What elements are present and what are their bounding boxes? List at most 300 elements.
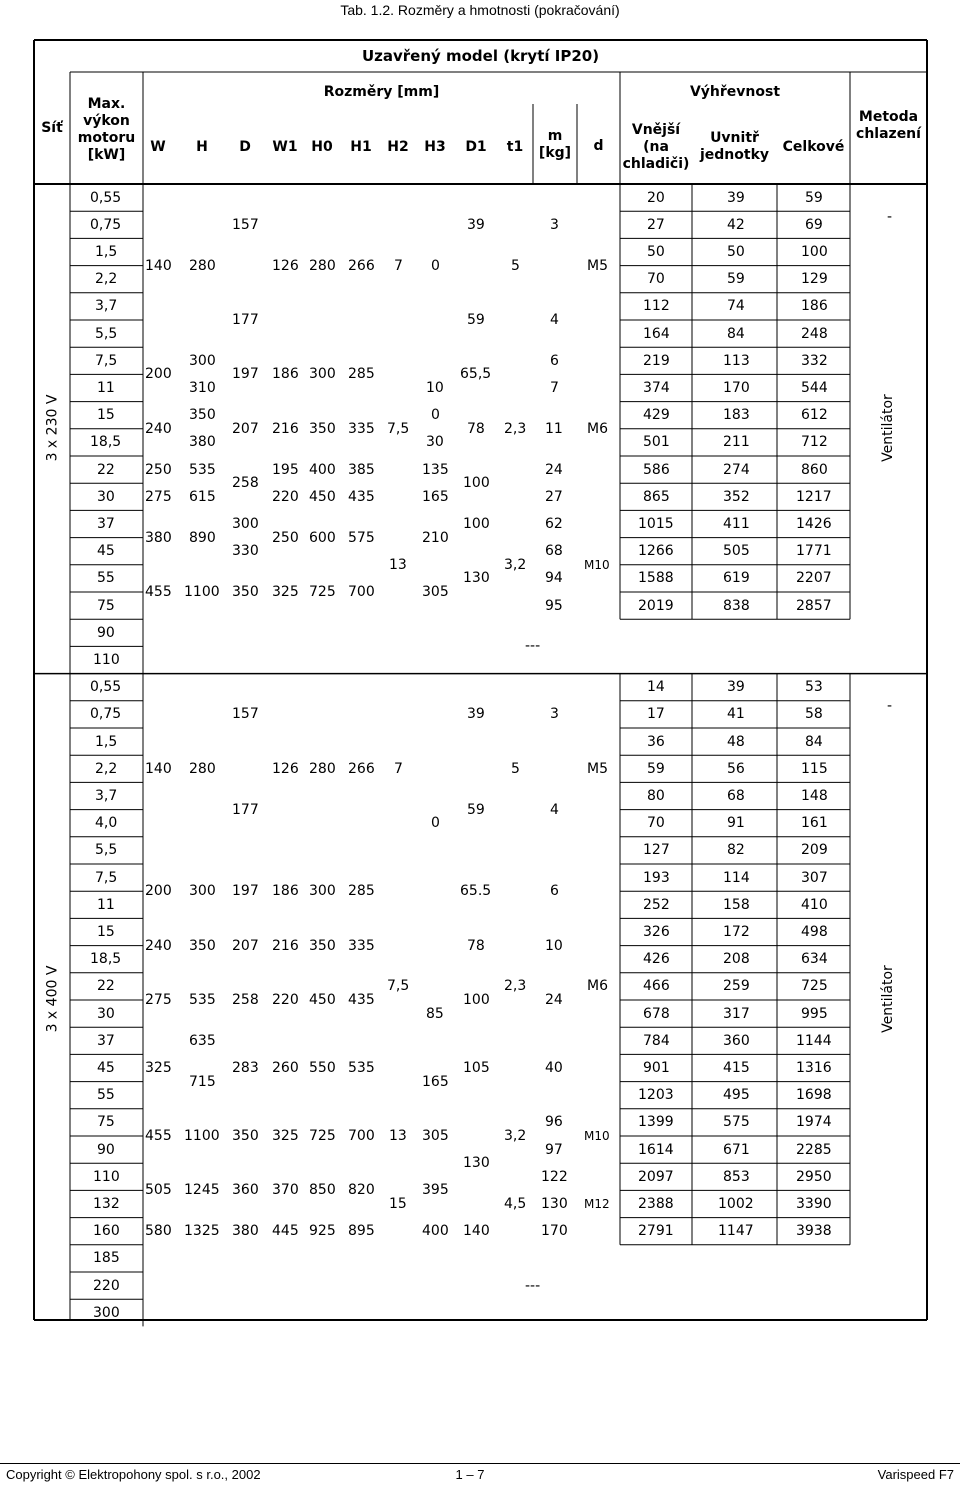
dim-cell-d: 177 [232, 312, 259, 328]
dim-cell-m: 40 [545, 1060, 563, 1076]
heat-total-cell: 1144 [796, 1032, 832, 1049]
header-col-w: W [150, 138, 166, 155]
dim-cell-w1: 260 [272, 1060, 299, 1076]
heat-total-cell: 58 [805, 706, 823, 723]
network-label: 3 x 230 V [43, 394, 60, 462]
dim-cell-h1: 535 [348, 1060, 375, 1076]
header-col-d: D [239, 138, 251, 155]
heat-outer-cell: 1588 [638, 570, 674, 587]
dim-cell-m: 170 [541, 1223, 568, 1240]
dim-cell-d1: 100 [463, 992, 490, 1008]
dim-cell-h0: 600 [309, 529, 336, 546]
heat-outer-cell: 426 [643, 951, 670, 968]
heat-total-cell: 712 [801, 434, 828, 451]
dim-cell-w1: 445 [272, 1223, 299, 1240]
header-col-h: H [196, 138, 208, 155]
heat-total-cell: 612 [801, 407, 828, 424]
heat-inner-cell: 113 [723, 352, 750, 369]
power-cell: 37 [97, 1032, 115, 1049]
dim-cell-t1: 5 [511, 257, 520, 274]
dim-cell-h2: 13 [389, 556, 407, 573]
dim-cell-h: 300 [189, 883, 216, 900]
dim-cell-h1: 335 [348, 420, 375, 437]
dim-cell-w: 580 [145, 1223, 172, 1240]
dim-cell-w: 275 [145, 488, 172, 505]
dim-cell-h: 350 [189, 407, 216, 424]
power-cell: 45 [97, 1060, 115, 1076]
dim-cell-w1: 325 [272, 1128, 299, 1144]
heat-total-cell: 1771 [796, 543, 832, 560]
dim-cell-h: 615 [189, 488, 216, 505]
power-cell: 2,2 [95, 760, 118, 777]
heat-outer-cell: 70 [647, 815, 665, 832]
dim-cell-d1: 140 [463, 1223, 490, 1240]
header-col-h2: H2 [387, 138, 409, 155]
dim-cell-h1: 895 [348, 1223, 375, 1240]
heat-total-cell: 3390 [796, 1196, 832, 1212]
dim-cell-d1: 100 [463, 516, 490, 532]
dim-cell-m: 94 [545, 570, 563, 587]
heat-inner-cell: 74 [727, 298, 745, 315]
power-cell: 18,5 [90, 951, 122, 968]
footer-copyright: Copyright © Elektropohony spol. s r.o., 2002 [6, 1467, 261, 1482]
dim-cell-d: 380 [232, 1223, 259, 1240]
power-cell: 22 [97, 978, 115, 995]
dim-cell-h: 280 [189, 257, 216, 274]
power-cell: 0,55 [90, 679, 122, 696]
dim-cell-h3: 400 [422, 1223, 449, 1240]
heat-inner-cell: 838 [723, 597, 750, 614]
heat-outer-cell: 127 [643, 842, 670, 859]
dim-cell-m: 3 [550, 216, 559, 233]
heat-outer-cell: 193 [643, 869, 670, 886]
dim-cell-d: 157 [232, 706, 259, 723]
header-dimensions-group: Rozměry [mm] [323, 83, 440, 100]
power-cell: 110 [93, 652, 120, 668]
heat-inner-cell: 39 [727, 679, 745, 696]
dim-cell-h0: 450 [309, 488, 336, 505]
dim-cell-w: 325 [145, 1060, 172, 1076]
dim-cell-w: 140 [145, 257, 172, 274]
heat-total-cell: 995 [801, 1005, 828, 1022]
dim-cell-h1: 285 [348, 366, 375, 383]
power-cell: 110 [93, 1168, 120, 1185]
dim-cell-w: 240 [145, 937, 172, 954]
dim-cell-m: 62 [545, 516, 563, 532]
dim-cell-h1: 575 [348, 529, 375, 546]
dim-cell-h3: 305 [422, 584, 449, 600]
dim-cell-d1: 65,5 [460, 366, 492, 383]
dim-cell-m: 6 [550, 352, 559, 369]
heat-outer-cell: 50 [647, 244, 665, 260]
dim-cell-d1: 105 [463, 1060, 490, 1076]
dim-cell-h1: 385 [348, 461, 375, 478]
dim-cell-d1: 59 [467, 312, 485, 328]
dim-cell-h0: 350 [309, 420, 336, 437]
header-heat-total: Celkové [782, 138, 845, 155]
dim-cell-d: M6 [587, 978, 608, 995]
heat-inner-cell: 42 [727, 216, 745, 233]
dim-cell-h0: 300 [309, 366, 336, 383]
dim-cell-m: 24 [545, 992, 563, 1008]
heat-outer-cell: 27 [647, 216, 665, 233]
dim-cell-w: 455 [145, 1128, 172, 1144]
cooling-dash: - [887, 208, 893, 225]
dim-cell-h: 310 [189, 380, 216, 396]
heat-inner-cell: 360 [723, 1032, 750, 1049]
heat-total-cell: 248 [801, 325, 828, 342]
dim-cell-h3: 0 [431, 257, 440, 274]
power-cell: 7,5 [95, 869, 118, 886]
dim-cell-h: 1100 [184, 584, 220, 600]
power-cell: 37 [97, 516, 115, 532]
dim-cell-w1: 195 [272, 461, 299, 478]
heat-inner-cell: 352 [723, 488, 750, 505]
heat-inner-cell: 68 [727, 788, 745, 804]
dim-cell-h0: 850 [309, 1182, 336, 1199]
dim-cell-h2: 7 [394, 257, 403, 274]
dim-cell-m: 95 [545, 597, 563, 614]
cooling-dash: - [887, 698, 893, 715]
dim-cell-h: 535 [189, 461, 216, 478]
dim-cell-d1: 130 [463, 1155, 490, 1172]
heat-inner-cell: 575 [723, 1114, 750, 1131]
dim-cell-h1: 435 [348, 488, 375, 505]
dim-cell-h2: 13 [389, 1128, 407, 1144]
heat-total-cell: 1698 [796, 1087, 832, 1104]
heat-total-cell: 544 [801, 380, 828, 396]
header-sit: Síť [41, 119, 63, 136]
power-cell: 55 [97, 570, 115, 587]
header-col-h1: H1 [350, 138, 372, 155]
heat-total-cell: 148 [801, 788, 828, 804]
dim-cell-w: 380 [145, 529, 172, 546]
dim-cell-h: 715 [189, 1073, 216, 1090]
heat-inner-cell: 48 [727, 733, 745, 750]
dim-cell-h1: 700 [348, 1128, 375, 1144]
dim-cell-w: 275 [145, 992, 172, 1008]
power-cell: 90 [97, 1141, 115, 1158]
power-cell: 30 [97, 488, 115, 505]
heat-total-cell: 209 [801, 842, 828, 859]
dim-cell-h: 1100 [184, 1128, 220, 1144]
heat-outer-cell: 112 [643, 298, 670, 315]
heat-total-cell: 2207 [796, 570, 832, 587]
power-cell: 75 [97, 1114, 115, 1131]
dim-cell-m: 4 [550, 312, 559, 328]
heat-total-cell: 410 [801, 896, 828, 913]
dim-cell-h0: 725 [309, 1128, 336, 1144]
dim-cell-d: 350 [232, 584, 259, 600]
heat-outer-cell: 36 [647, 733, 665, 750]
dim-cell-h: 890 [189, 529, 216, 546]
dim-cell-h2: 15 [389, 1196, 407, 1212]
dim-cell-m: 130 [541, 1196, 568, 1212]
dim-cell-h3: 135 [422, 461, 449, 478]
dim-cell-w: 140 [145, 760, 172, 777]
dim-cell-m: 11 [545, 420, 563, 437]
dim-cell-d: 207 [232, 937, 259, 954]
dim-cell-w1: 220 [272, 992, 299, 1008]
dim-cell-t1: 2,3 [504, 420, 527, 437]
heat-inner-cell: 619 [723, 570, 750, 587]
heat-outer-cell: 14 [647, 679, 665, 696]
header-col-t1: t1 [506, 138, 524, 155]
dim-cell-w1: 126 [272, 760, 299, 777]
dim-cell-w1: 250 [272, 529, 299, 546]
heat-inner-cell: 50 [727, 244, 745, 260]
heat-inner-cell: 411 [723, 516, 750, 532]
dim-cell-d1: 100 [463, 475, 490, 492]
dim-cell-w: 240 [145, 420, 172, 437]
heat-total-cell: 186 [801, 298, 828, 315]
dim-cell-t1: 4,5 [504, 1196, 527, 1212]
dim-cell-d: 197 [232, 883, 259, 900]
not-available: --- [525, 638, 541, 655]
dim-cell-h3: 305 [422, 1128, 449, 1144]
dim-cell-d: 258 [232, 992, 259, 1008]
power-cell: 22 [97, 461, 115, 478]
power-cell: 185 [93, 1250, 120, 1267]
dim-cell-m: 24 [545, 461, 563, 478]
heat-outer-cell: 1399 [638, 1114, 674, 1131]
heat-inner-cell: 853 [723, 1168, 750, 1185]
dim-cell-d1: 130 [463, 570, 490, 587]
dim-cell-t1: 3,2 [504, 1128, 527, 1144]
dim-cell-h0: 925 [309, 1223, 336, 1240]
heat-total-cell: 2857 [796, 597, 832, 614]
heat-inner-cell: 274 [723, 461, 750, 478]
heat-outer-cell: 2019 [638, 597, 674, 614]
heat-outer-cell: 219 [643, 352, 670, 369]
header-max-power: Max. výkon motoru [kW] [77, 96, 136, 163]
heat-inner-cell: 82 [727, 842, 745, 859]
dim-cell-h3: 165 [422, 488, 449, 505]
dim-cell-d: 330 [232, 543, 259, 560]
dim-cell-h1: 820 [348, 1182, 375, 1199]
power-cell: 5,5 [95, 325, 118, 342]
heat-outer-cell: 80 [647, 788, 665, 804]
heat-inner-cell: 1002 [718, 1196, 754, 1212]
dim-cell-h: 635 [189, 1032, 216, 1049]
dim-cell-w: 250 [145, 461, 172, 478]
header-heat-group: Výhřevnost [689, 83, 781, 100]
header-col-h0: H0 [311, 138, 333, 155]
heat-outer-cell: 326 [643, 924, 670, 940]
heat-total-cell: 634 [801, 951, 828, 968]
heat-inner-cell: 505 [723, 543, 750, 560]
dim-cell-t1: 5 [511, 760, 520, 777]
power-cell: 18,5 [90, 434, 122, 451]
dim-cell-h3: 210 [422, 529, 449, 546]
dim-cell-h: 380 [189, 434, 216, 451]
heat-inner-cell: 158 [723, 896, 750, 913]
heat-total-cell: 1974 [796, 1114, 832, 1131]
dim-cell-h0: 280 [309, 257, 336, 274]
dim-cell-d1: 78 [467, 420, 485, 437]
footer-page-number: 1 – 7 [455, 1467, 485, 1482]
heat-outer-cell: 501 [643, 434, 670, 451]
dim-cell-w1: 325 [272, 584, 299, 600]
dim-cell-d: M12 [584, 1197, 610, 1211]
heat-total-cell: 2950 [796, 1168, 832, 1185]
header-heat-outer: Vnější (na chladiči) [622, 121, 690, 172]
heat-total-cell: 860 [801, 461, 828, 478]
heat-outer-cell: 1266 [638, 543, 674, 560]
footer-product: Varispeed F7 [877, 1467, 954, 1482]
heat-total-cell: 69 [805, 216, 823, 233]
dim-cell-d: M10 [584, 1129, 610, 1143]
dim-cell-d1: 39 [467, 216, 485, 233]
heat-inner-cell: 39 [727, 189, 745, 206]
dim-cell-d1: 78 [467, 937, 485, 954]
heat-inner-cell: 56 [727, 760, 745, 777]
header-col-h3: H3 [424, 138, 446, 155]
power-cell: 0,55 [90, 189, 122, 206]
heat-inner-cell: 211 [723, 434, 750, 451]
dim-cell-h0: 550 [309, 1060, 336, 1076]
dim-cell-h3: 10 [426, 380, 444, 396]
heat-inner-cell: 170 [723, 380, 750, 396]
dim-cell-m: 4 [550, 801, 559, 818]
dim-cell-h0: 350 [309, 937, 336, 954]
heat-outer-cell: 901 [643, 1060, 670, 1076]
dim-cell-t1: 2,3 [504, 978, 527, 995]
heat-outer-cell: 678 [643, 1005, 670, 1022]
heat-total-cell: 59 [805, 189, 823, 206]
dim-cell-h3: 395 [422, 1182, 449, 1199]
heat-outer-cell: 466 [643, 978, 670, 995]
dim-cell-d: 157 [232, 216, 259, 233]
not-available: --- [525, 1277, 541, 1294]
dim-cell-h1: 285 [348, 883, 375, 900]
dim-cell-w1: 126 [272, 257, 299, 274]
cooling-label: Ventilátor [879, 965, 896, 1033]
heat-inner-cell: 41 [727, 706, 745, 723]
dim-cell-w: 505 [145, 1182, 172, 1199]
heat-inner-cell: 172 [723, 924, 750, 940]
power-cell: 11 [97, 380, 115, 396]
power-cell: 3,7 [95, 788, 118, 804]
dim-cell-m: 27 [545, 488, 563, 505]
heat-total-cell: 84 [805, 733, 823, 750]
heat-outer-cell: 374 [643, 380, 670, 396]
table-caption: Tab. 1.2. Rozměry a hmotnosti (pokračování) [340, 2, 620, 18]
dim-cell-h: 1245 [184, 1182, 220, 1199]
dim-cell-m: 7 [550, 380, 559, 396]
header-d: d [593, 137, 604, 154]
heat-outer-cell: 1015 [638, 516, 674, 532]
dim-cell-h: 300 [189, 352, 216, 369]
heat-outer-cell: 1203 [638, 1087, 674, 1104]
power-cell: 45 [97, 543, 115, 560]
dim-cell-m: 10 [545, 937, 563, 954]
power-cell: 15 [97, 407, 115, 424]
power-cell: 1,5 [95, 733, 118, 750]
dim-cell-d: M5 [587, 257, 608, 274]
dim-cell-w1: 186 [272, 883, 299, 900]
dim-cell-d: 300 [232, 516, 259, 532]
dim-cell-h1: 700 [348, 584, 375, 600]
heat-inner-cell: 495 [723, 1087, 750, 1104]
heat-outer-cell: 2388 [638, 1196, 674, 1212]
heat-inner-cell: 91 [727, 815, 745, 832]
dim-cell-h3: 0 [431, 407, 440, 424]
dim-cell-d: 350 [232, 1128, 259, 1144]
power-cell: 11 [97, 896, 115, 913]
heat-inner-cell: 208 [723, 951, 750, 968]
power-cell: 5,5 [95, 842, 118, 859]
heat-outer-cell: 20 [647, 189, 665, 206]
heat-total-cell: 129 [801, 271, 828, 288]
dim-cell-h: 350 [189, 937, 216, 954]
heat-total-cell: 498 [801, 924, 828, 940]
dim-cell-w: 200 [145, 366, 172, 383]
heat-outer-cell: 17 [647, 706, 665, 723]
dim-cell-h0: 300 [309, 883, 336, 900]
heat-outer-cell: 252 [643, 896, 670, 913]
heat-total-cell: 332 [801, 352, 828, 369]
heat-total-cell: 1217 [796, 488, 832, 505]
dim-cell-h1: 435 [348, 992, 375, 1008]
heat-total-cell: 1316 [796, 1060, 832, 1076]
heat-inner-cell: 317 [723, 1005, 750, 1022]
dim-cell-h: 535 [189, 992, 216, 1008]
dim-cell-d: 283 [232, 1060, 259, 1076]
power-cell: 132 [93, 1196, 120, 1212]
dim-cell-w1: 216 [272, 420, 299, 437]
dim-cell-h3: 30 [426, 434, 444, 451]
header-cooling-method: Metoda chlazení [856, 109, 921, 142]
heat-inner-cell: 59 [727, 271, 745, 288]
cooling-label: Ventilátor [879, 393, 896, 462]
model-title: Uzavřený model (krytí IP20) [361, 47, 600, 65]
dim-cell-d: 197 [232, 366, 259, 383]
dim-cell-h3: 0 [431, 815, 440, 832]
heat-total-cell: 2285 [796, 1141, 832, 1158]
dim-cell-d: 177 [232, 801, 259, 818]
dim-cell-d: 207 [232, 420, 259, 437]
dim-cell-m: 97 [545, 1141, 563, 1158]
heat-inner-cell: 671 [723, 1141, 750, 1158]
dim-cell-h0: 725 [309, 584, 336, 600]
power-cell: 0,75 [90, 216, 122, 233]
power-cell: 300 [93, 1304, 120, 1321]
power-cell: 75 [97, 597, 115, 614]
header-col-w1: W1 [272, 138, 298, 155]
power-cell: 220 [93, 1277, 120, 1294]
dim-cell-m: 68 [545, 543, 563, 560]
heat-outer-cell: 865 [643, 488, 670, 505]
dim-cell-h2: 7,5 [387, 978, 410, 995]
dim-cell-m: 6 [550, 883, 559, 900]
dim-cell-t1: 3,2 [504, 556, 527, 573]
heat-outer-cell: 429 [643, 407, 670, 424]
power-cell: 3,7 [95, 298, 118, 315]
power-cell: 30 [97, 1005, 115, 1022]
power-cell: 160 [93, 1223, 120, 1240]
dim-cell-h1: 266 [348, 760, 375, 777]
dim-cell-h1: 266 [348, 257, 375, 274]
dim-cell-h2: 7,5 [387, 420, 410, 437]
dim-cell-m: 3 [550, 706, 559, 723]
dim-cell-w: 455 [145, 584, 172, 600]
dim-cell-h3: 85 [426, 1005, 444, 1022]
heat-outer-cell: 784 [643, 1032, 670, 1049]
dim-cell-h0: 280 [309, 760, 336, 777]
heat-inner-cell: 84 [727, 325, 745, 342]
dim-cell-w: 200 [145, 883, 172, 900]
